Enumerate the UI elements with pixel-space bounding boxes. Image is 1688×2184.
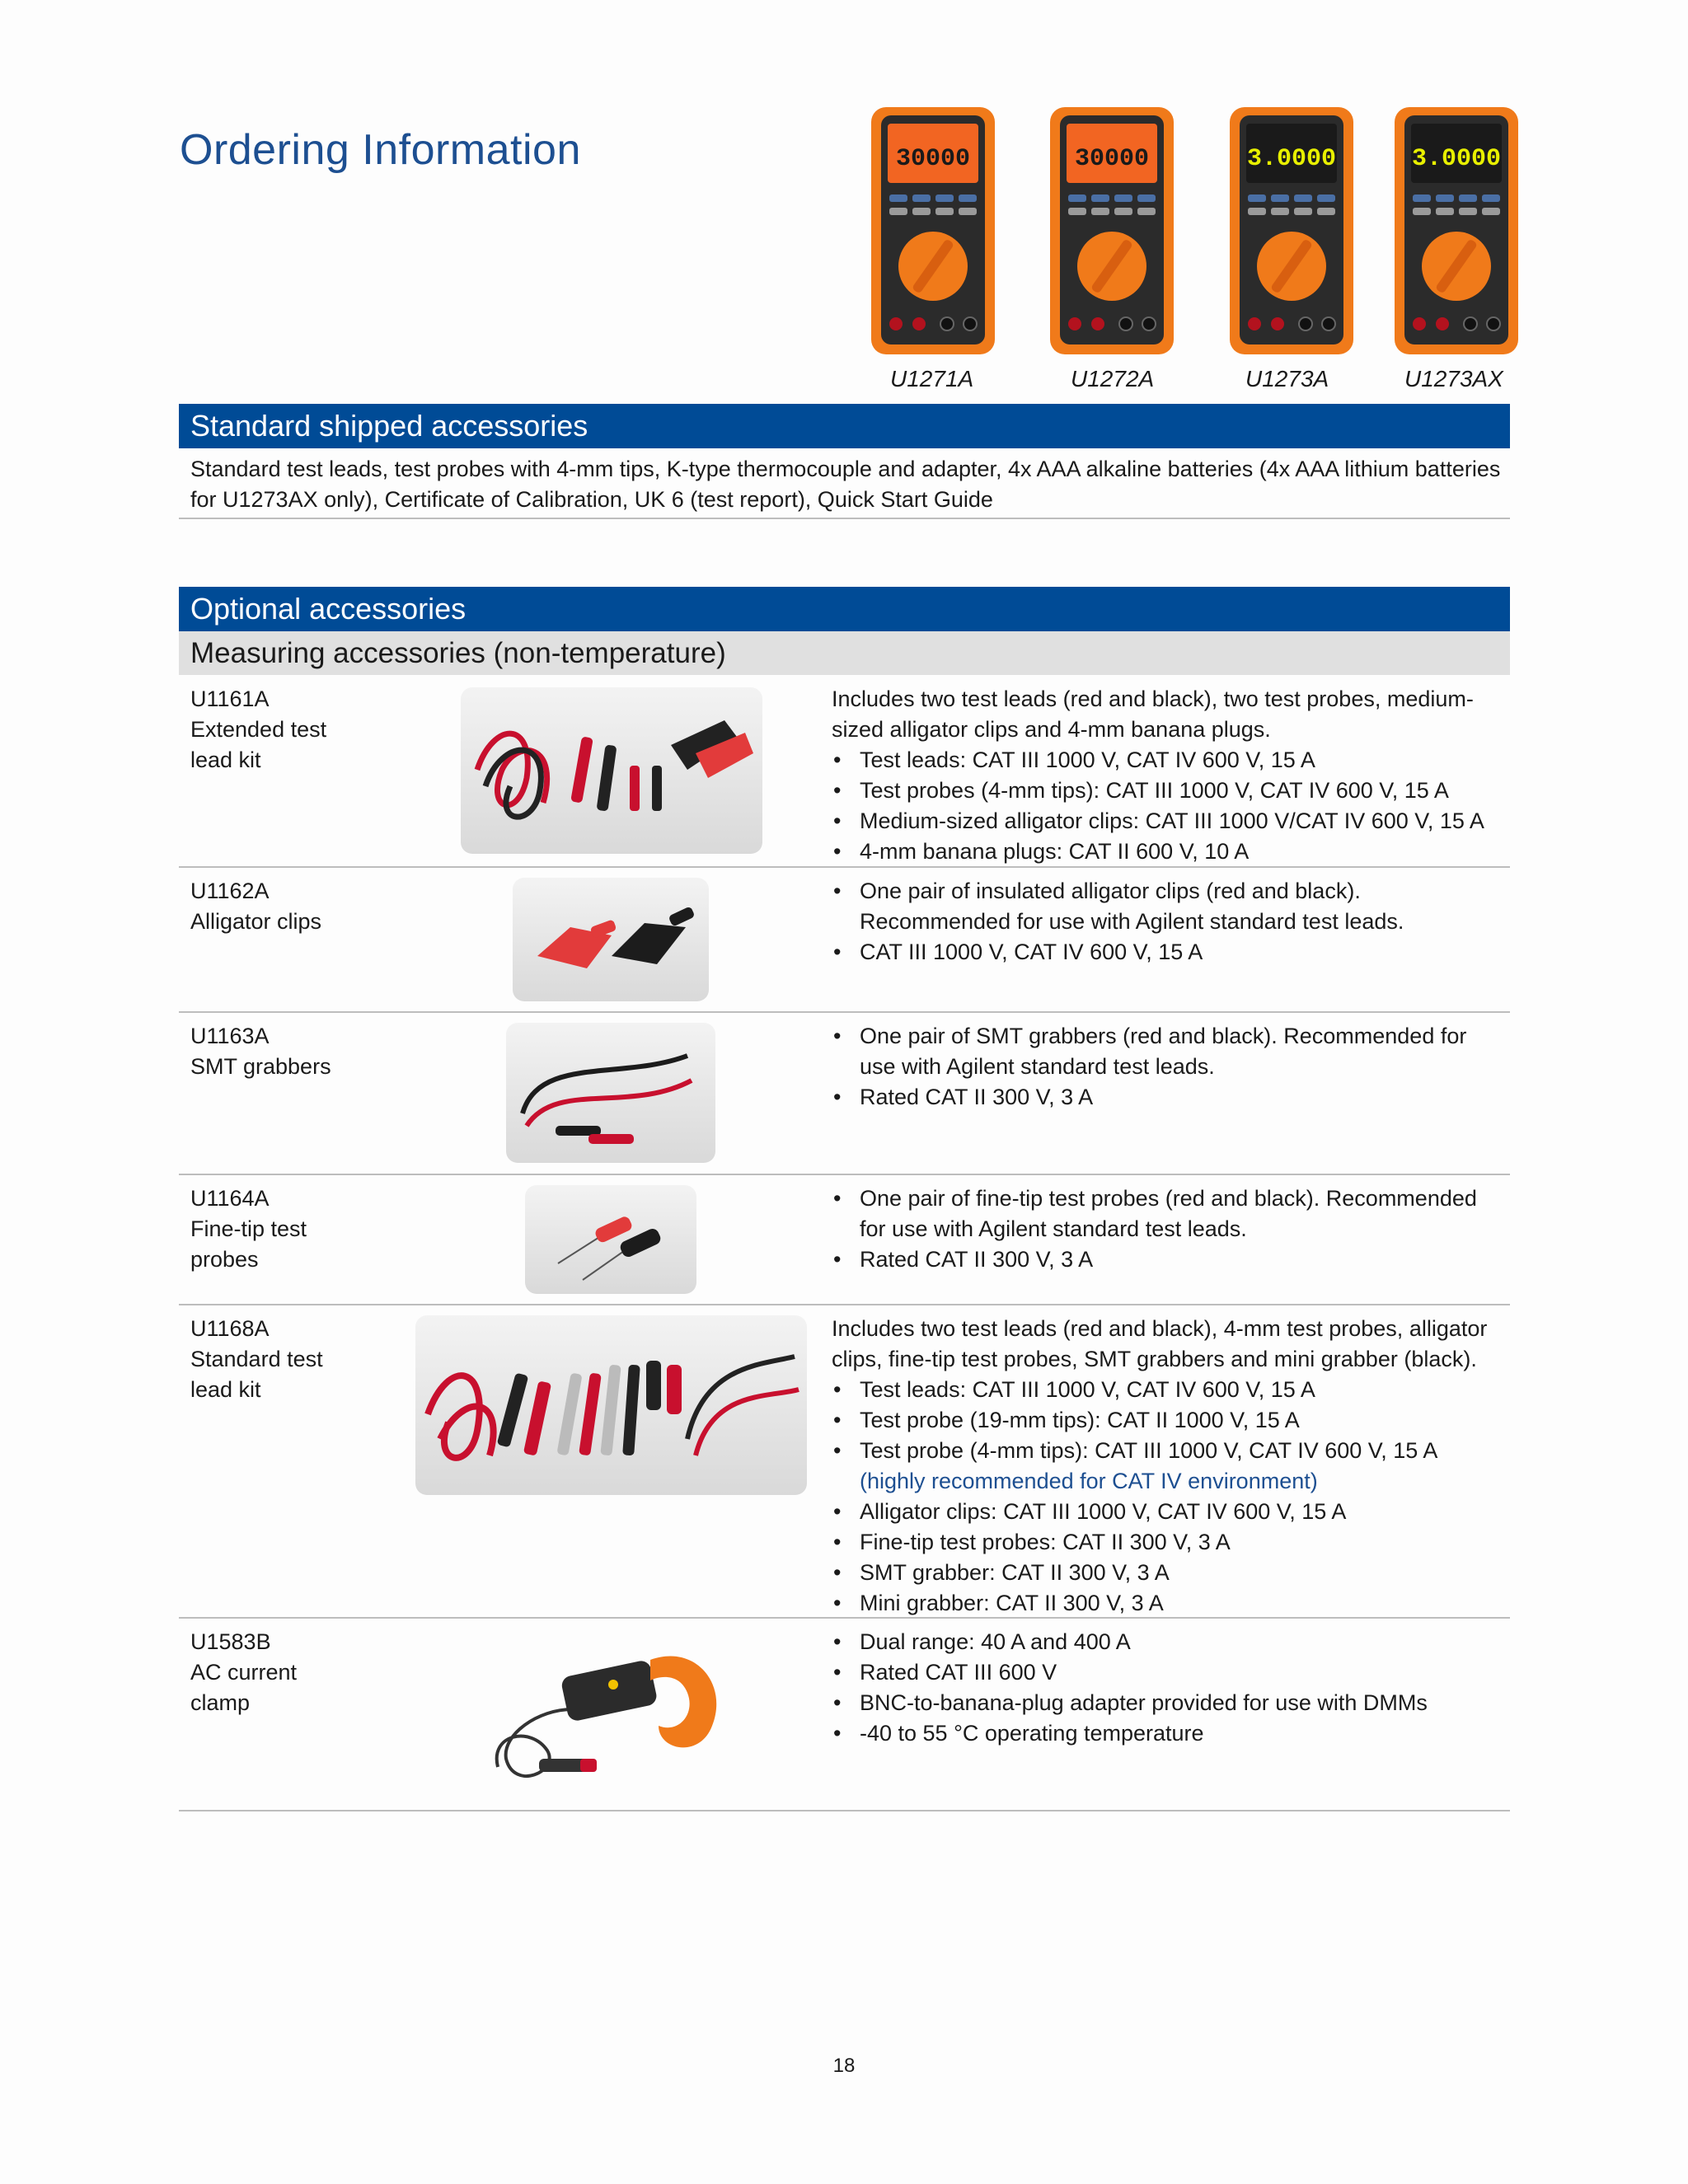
model-code: U1168A [190,1316,270,1341]
spec-bullet: • Alligator clips: CAT III 1000 V, CAT IV 600 V, 15 A [832,1497,1491,1527]
model-desc: probes [190,1247,259,1272]
product-photo-u1162a [513,878,709,1001]
spec-bullet: • Test probe (19-mm tips): CAT II 1000 V, 15 A [832,1405,1491,1436]
standard-line-2: for U1273AX only), Certificate of Calibration, UK 6 (test report), Quick Start Guide [190,487,993,512]
accessory-row-u1583b [179,1619,1510,1810]
divider [179,518,1510,519]
spec-bullet: • 4-mm banana plugs: CAT II 600 V, 10 A [832,837,1491,867]
accessory-description [832,1021,1491,1113]
multimeter-photo-u1273a [1228,105,1355,357]
spec-bullet: • Mini grabber: CAT II 300 V, 3 A [832,1588,1491,1619]
model-desc: lead kit [190,748,261,772]
model-desc: Fine-tip test [190,1216,307,1241]
model-name [190,1183,355,1275]
spec-bullet: • -40 to 55 °C operating temperature [832,1718,1491,1749]
multimeter-photo-u1272a [1048,105,1175,357]
model-desc: Extended test [190,717,327,742]
spec-bullet: • SMT grabber: CAT II 300 V, 3 A [832,1558,1491,1588]
meter-caption-u1273a: U1273A [1245,366,1329,391]
measuring-accessories-subheading: Measuring accessories (non-temperature) [179,631,1510,675]
standard-accessories-text [190,454,1500,515]
product-photo-u1164a [525,1185,696,1294]
model-desc: Alligator clips [190,909,322,934]
model-code: U1583B [190,1629,271,1654]
optional-accessories-heading: Optional accessories [179,587,1510,631]
multimeter-photo-u1271a [870,105,996,357]
meter-display-reading: 3.0000 [1246,145,1337,173]
multimeter-photo-u1273ax [1393,105,1520,357]
model-code: U1164A [190,1186,270,1211]
description-intro: Includes two test leads (red and black), 4-mm test probes, alligator clips, fine-tip test probes, SMT grabbers and mini grabber (black). [832,1316,1488,1371]
spec-bullet: • Test leads: CAT III 1000 V, CAT IV 600 V, 15 A [832,745,1491,776]
standard-accessories-heading: Standard shipped accessories [179,404,1510,448]
model-desc: AC current clamp [190,1660,298,1715]
accessory-row-u1168a [179,1305,1510,1617]
product-photo-u1161a [461,687,762,854]
standard-line-1: Standard test leads, test probes with 4-mm tips, K-type thermocouple and adapter, 4x AAA alkaline batteries (4x AAA lithium batteries [190,457,1501,481]
spec-bullet: • One pair of SMT grabbers (red and black). Recommended for use with Agilent standard test leads. [832,1021,1491,1082]
model-desc: SMT grabbers [190,1054,331,1079]
spec-bullet: • Dual range: 40 A and 400 A [832,1627,1491,1657]
model-desc: Standard test [190,1347,323,1371]
divider [179,1810,1510,1811]
meter-display-reading: 30000 [895,145,971,173]
meter-caption-u1273ax: U1273AX [1404,366,1503,391]
spec-bullet: • Test probes (4-mm tips): CAT III 1000 V, CAT IV 600 V, 15 A [832,776,1491,806]
accessory-row-u1164a [179,1175,1510,1304]
spec-bullet: • Medium-sized alligator clips: CAT III 1000 V/CAT IV 600 V, 15 A [832,806,1491,837]
model-name [190,1314,355,1405]
model-name [190,1021,355,1082]
spec-bullet: • One pair of insulated alligator clips (red and black). Recommended for use with Agilent standard test leads. [832,876,1491,937]
model-code: U1162A [190,879,270,903]
product-photo-u1583b [481,1635,729,1804]
meter-caption-u1272a: U1272A [1071,366,1155,391]
spec-bullet: • Rated CAT II 300 V, 3 A [832,1244,1491,1275]
meter-caption-u1271a: U1271A [890,366,974,391]
spec-bullet: • One pair of fine-tip test probes (red and black). Recommended for use with Agilent standard test leads. [832,1183,1491,1244]
accessory-description [832,1183,1491,1275]
accessory-row-u1163a [179,1013,1510,1174]
product-photo-u1163a [506,1023,715,1163]
page-number: 18 [832,2055,856,2077]
accessory-description [832,876,1491,968]
accessory-row-u1161a [179,676,1510,866]
spec-bullet: • Rated CAT III 600 V [832,1657,1491,1688]
spec-bullet: • CAT III 1000 V, CAT IV 600 V, 15 A [832,937,1491,968]
description-intro: Includes two test leads (red and black), two test probes, medium-sized alligator clips and 4-mm banana plugs. [832,687,1474,742]
model-name [190,876,355,937]
meter-display-reading: 30000 [1074,145,1150,173]
spec-bullet: • BNC-to-banana-plug adapter provided for use with DMMs [832,1688,1491,1718]
spec-bullet: • Test leads: CAT III 1000 V, CAT IV 600 V, 15 A [832,1375,1491,1405]
model-desc: lead kit [190,1377,261,1402]
page-title: Ordering Information [180,126,581,174]
model-code: U1163A [190,1024,270,1048]
spec-bullet: • Test probe (4-mm tips): CAT III 1000 V, CAT IV 600 V, 15 A [832,1436,1491,1466]
accessory-row-u1162a [179,868,1510,1011]
accessory-description [832,1314,1491,1619]
meter-display-reading: 3.0000 [1411,145,1502,173]
spec-bullet: • Rated CAT II 300 V, 3 A [832,1082,1491,1113]
accessory-description [832,684,1491,867]
product-photo-u1168a [415,1315,807,1495]
spec-bullet: • Fine-tip test probes: CAT II 300 V, 3 A [832,1527,1491,1558]
model-name [190,684,355,776]
accessory-description [832,1627,1491,1749]
model-name [190,1627,355,1718]
cat-iv-recommendation-note: (highly recommended for CAT IV environment) [860,1469,1318,1493]
model-code: U1161A [190,687,270,711]
